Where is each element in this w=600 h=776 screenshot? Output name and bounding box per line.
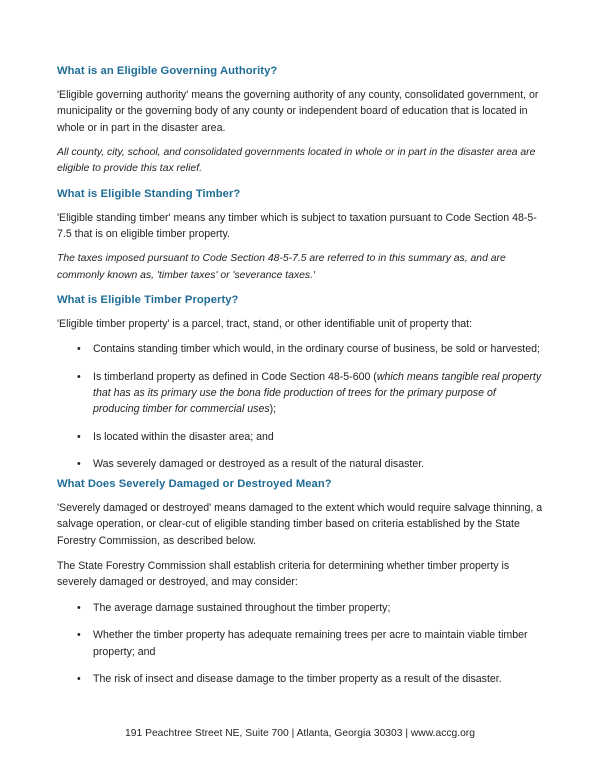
paragraph-eligible-standing-timber-definition: 'Eligible standing timber' means any timber which is subject to taxation pursuant to Code Section 48-5-7.5 that is on eligible timber property.: [57, 211, 537, 241]
bullet-point-icon: •: [77, 629, 81, 642]
list-item: [57, 429, 544, 445]
paragraph-eligible-timber-property-definition: 'Eligible timber property' is a parcel, tract, stand, or other identifiable unit of property that:: [57, 317, 473, 330]
list-item-label: The average damage sustained throughout the timber property;: [93, 601, 391, 614]
bullet-point-icon: •: [77, 370, 81, 383]
paragraph-forestry-commission-criteria: The State Forestry Commission shall establish criteria for determining whether timber property is severely damaged or destroyed, and may consider:: [57, 559, 510, 589]
bullet-point-icon: •: [77, 458, 81, 471]
document-body: [57, 64, 544, 691]
paragraph-timber-taxes-note: The taxes imposed pursuant to Code Section 48-5-7.5 are referred to in this summary as, and are commonly known as, 'timber taxes' or 'severance taxes.': [57, 253, 506, 281]
section-heading-eligible-standing-timber: What is Eligible Standing Timber?: [57, 187, 241, 200]
bullet-list-damage-criteria: [57, 600, 544, 688]
list-item: [57, 671, 544, 687]
paragraph-eligible-governing-authority-note: All county, city, school, and consolidated governments located in whole or in part in the disaster area are eligible to provide this tax relief.: [57, 147, 536, 175]
page-footer: 191 Peachtree Street NE, Suite 700 | Atlanta, Georgia 30303 | www.accg.org: [125, 728, 475, 739]
paragraph-eligible-governing-authority-definition: 'Eligible governing authority' means the governing authority of any county, consolidated government, or municipality or the governing body of any county or independent board of education that is located in whole or in part in the disaster area.: [57, 89, 539, 134]
bullet-point-icon: •: [77, 601, 81, 614]
list-item-label: Is located within the disaster area; and: [93, 430, 274, 443]
list-item: [57, 600, 544, 616]
bullet-point-icon: •: [77, 672, 81, 685]
list-item-label: Whether the timber property has adequate remaining trees per acre to maintain viable timber property; and: [93, 629, 528, 658]
bullet-point-icon: •: [77, 430, 81, 443]
list-item: [57, 456, 544, 472]
list-item-label: Contains standing timber which would, in the ordinary course of business, be sold or harvested;: [93, 343, 540, 356]
list-item-label: The risk of insect and disease damage to the timber property as a result of the disaster.: [93, 672, 502, 685]
paragraph-severely-damaged-definition: 'Severely damaged or destroyed' means damaged to the extent which would require salvage thinning, a salvage operation, or clear-cut of eligible standing timber based on criteria established by the State Forestry Commission, as described below.: [57, 501, 543, 547]
list-item-label: Is timberland property as defined in Code Section 48-5-600 (which means tangible real property that has as its primary use the bona fide production of trees for the primary purpose of producing timber for commercial uses);: [93, 370, 542, 416]
list-item: [57, 627, 544, 660]
list-item: [57, 341, 544, 357]
bullet-list-eligible-timber-property: [57, 341, 544, 472]
bullet-point-icon: •: [77, 343, 81, 356]
list-item: [57, 369, 544, 418]
section-heading-eligible-timber-property: What is Eligible Timber Property?: [57, 293, 239, 306]
section-heading-severely-damaged-or-destroyed: What Does Severely Damaged or Destroyed Mean?: [57, 477, 332, 490]
section-heading-eligible-governing-authority: What is an Eligible Governing Authority?: [57, 65, 278, 77]
list-item-label: Was severely damaged or destroyed as a result of the natural disaster.: [93, 458, 425, 471]
